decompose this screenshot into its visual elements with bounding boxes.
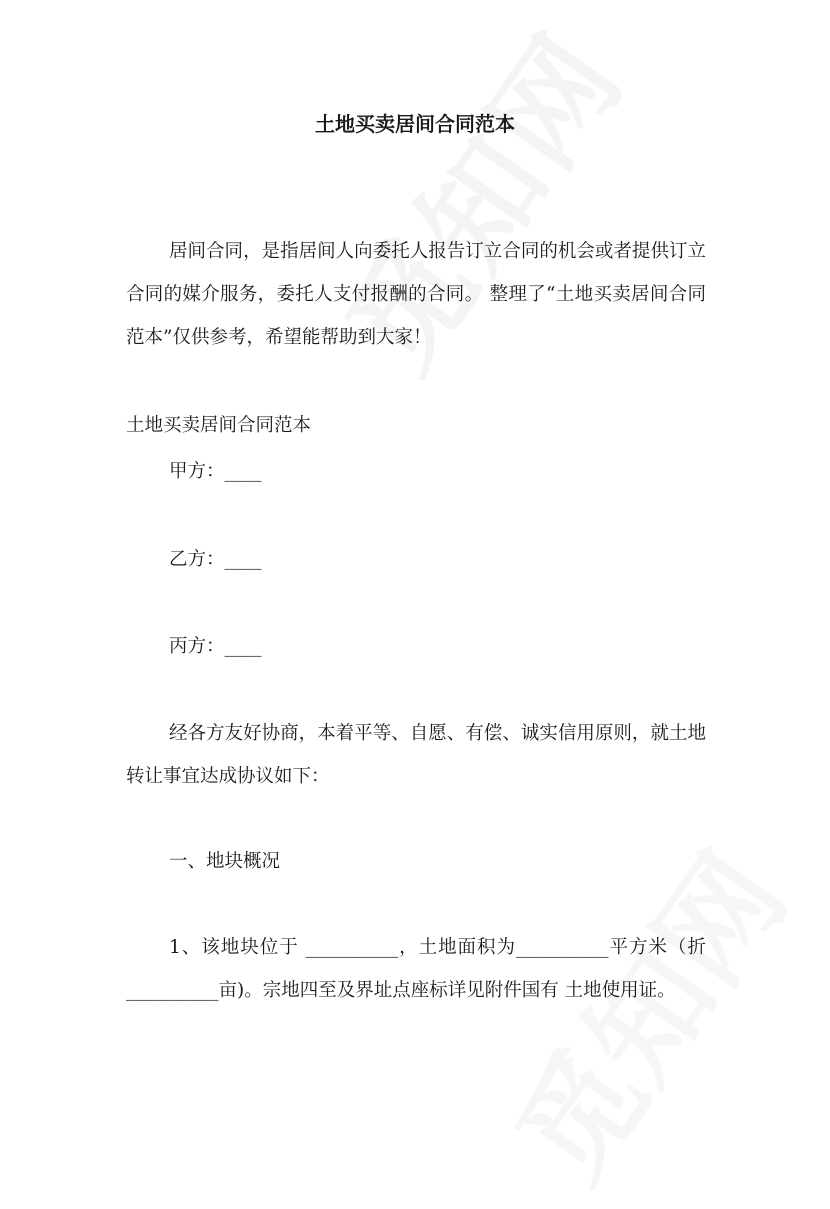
party-c-line: 丙方：____: [169, 636, 262, 657]
party-a-line: 甲方：____: [169, 461, 262, 482]
section-1-heading: 一、地块概况: [169, 851, 281, 872]
party-b-line: 乙方：____: [169, 549, 262, 570]
clause-1-paragraph: 1、该地块位于 __________，土地面积为__________平方米（折__________亩)。宗地四至及界址点座标详见附件国有 土地使用证。: [126, 937, 706, 1001]
agreement-paragraph: 经各方友好协商，本着平等、自愿、有偿、诚实信用原则，就土地转让事宜达成协议如下：: [126, 723, 706, 787]
document-title: 土地买卖居间合同范本: [315, 112, 515, 136]
subtitle: 土地买卖居间合同范本: [126, 415, 312, 436]
intro-paragraph: 居间合同，是指居间人向委托人报告订立合同的机会或者提供订立合同的媒介服务，委托人支付报酬的合同。 整理了“土地买卖居间合同范本”仅供参考，希望能帮助到大家！: [126, 241, 706, 348]
